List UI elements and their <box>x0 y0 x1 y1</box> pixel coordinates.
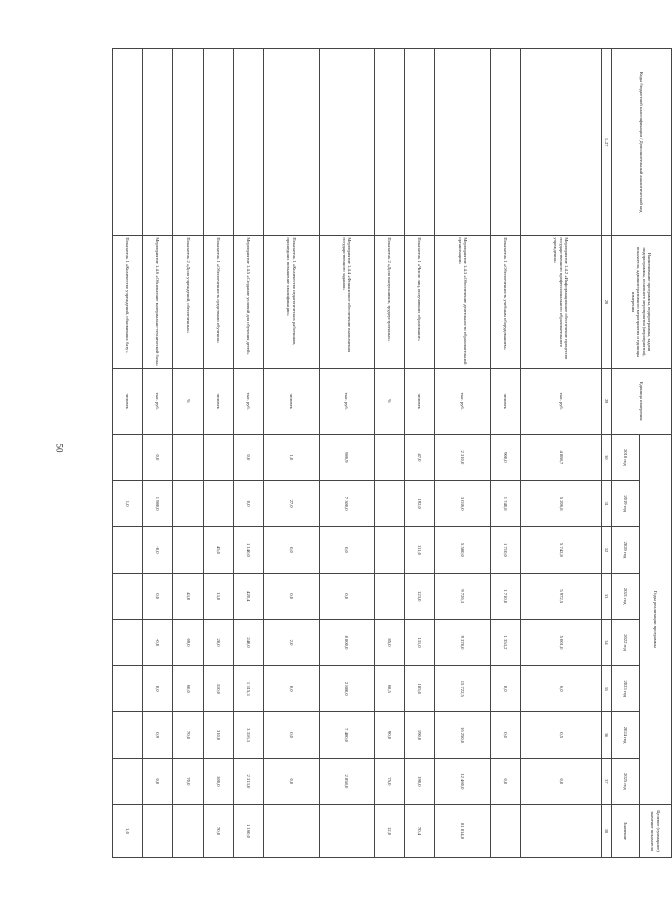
row-value <box>375 573 405 619</box>
code-cells <box>405 49 435 236</box>
row-value: 1 980,0 <box>143 481 173 527</box>
row-description: Мероприятие 1.4.2 «Информационное обеспечение процессов государственного профессионального образовательного учреждения» <box>521 236 602 368</box>
column-number: 37 <box>602 758 612 804</box>
row-value: 0,0 <box>143 758 173 804</box>
row-unit: % <box>375 368 405 434</box>
row-value: -0,0 <box>143 527 173 573</box>
row-value: 9 726,3 <box>435 573 491 619</box>
row-unit: человек <box>405 368 435 434</box>
code-cells <box>113 49 143 236</box>
row-value: 131,0 <box>405 619 435 665</box>
row-value: 0,0 <box>264 758 320 804</box>
row-description: Мероприятие 1.4.4 «Финансовое обеспечение выполнения государственного задания» <box>319 236 375 368</box>
row-description: Показатель 1 «Количество учреждений, обновивших базу» <box>113 236 143 368</box>
row-description: Показатель 2 «Доля выпускников, трудоустроенных» <box>375 236 405 368</box>
budget-table <box>112 48 672 858</box>
year-header: 2019 год <box>612 481 640 527</box>
row-description: Показатель 1 «Количество педагогических работников, прошедших повышение квалификации» <box>264 236 320 368</box>
row-value: 2,0 <box>264 619 320 665</box>
row-value: 240,0 <box>233 619 263 665</box>
column-number: 29 <box>602 368 612 434</box>
table-body <box>113 49 602 858</box>
row-value: 2 313,0 <box>233 758 263 804</box>
row-value: 0,9 <box>143 712 173 758</box>
row-value: 986,9 <box>319 434 375 480</box>
year-header: 2023 год <box>612 666 640 712</box>
row-value: 1 710,0 <box>490 527 520 573</box>
column-number: 30 <box>602 434 612 480</box>
row-value <box>173 805 203 858</box>
table-row <box>319 49 375 858</box>
table-row <box>203 49 233 858</box>
code-cells <box>173 49 203 236</box>
column-number: 31 <box>602 481 612 527</box>
row-value: 0,0 <box>264 527 320 573</box>
column-number: 32 <box>602 527 612 573</box>
row-value <box>264 805 320 858</box>
row-value <box>113 434 143 480</box>
row-value: 1,0 <box>264 434 320 480</box>
row-value: 0,0 <box>143 666 173 712</box>
row-value: 0,0 <box>143 573 173 619</box>
description-header: Наименование программы, подпрограммы, задачи подпрограммы, основного мероприятия (мероприятия), показателя, административного мероприятия и единицы измерения <box>612 236 672 368</box>
row-unit: человек <box>113 368 143 434</box>
year-header: 2021 год <box>612 573 640 619</box>
row-value: 192,0 <box>405 481 435 527</box>
row-unit: тыс. руб. <box>143 368 173 434</box>
row-value: 90,0 <box>375 712 405 758</box>
row-value: 43,0 <box>173 573 203 619</box>
row-value: 13,0 <box>203 573 233 619</box>
row-value: 69,0 <box>173 619 203 665</box>
row-value <box>173 434 203 480</box>
row-value: 70,0 <box>203 805 233 858</box>
row-value: 0,0 <box>233 481 263 527</box>
table-row <box>264 49 320 858</box>
row-value: 85,0 <box>375 619 405 665</box>
row-value: 15 722,5 <box>435 666 491 712</box>
budget-table-rotated <box>112 48 672 858</box>
code-cells <box>375 49 405 236</box>
row-value: 0,0 <box>490 666 520 712</box>
row-value: 60,0 <box>173 666 203 712</box>
row-value: 0,0 <box>490 758 520 804</box>
table-row <box>405 49 435 858</box>
row-value <box>173 527 203 573</box>
table-row <box>435 49 491 858</box>
target-indicator-header: Целевое (суммарное) значение показателя <box>640 805 672 858</box>
column-number: 34 <box>602 619 612 665</box>
table-row <box>490 49 520 858</box>
table-row <box>113 49 143 858</box>
value-header: Значение <box>612 805 640 858</box>
row-value: 7 300,0 <box>319 481 375 527</box>
row-value: 420,4 <box>233 573 263 619</box>
code-cells <box>203 49 233 236</box>
code-cells <box>521 49 602 236</box>
row-value <box>375 434 405 480</box>
year-header: 2018 год <box>612 434 640 480</box>
table-row <box>233 49 263 858</box>
unit-header: Единица измерения <box>612 368 672 434</box>
row-value: 0,0 <box>319 527 375 573</box>
row-value: 1,0 <box>113 481 143 527</box>
row-value <box>203 434 233 480</box>
year-header: 2024 год <box>612 712 640 758</box>
row-unit: тыс. руб. <box>233 368 263 434</box>
row-value: 900,0 <box>490 434 520 480</box>
program-years-header: Годы реализации программы <box>640 434 672 804</box>
row-unit: тыс. руб. <box>521 368 602 434</box>
row-description: Показатель 1 «Обеспеченность учебным оборудованием» <box>490 236 520 368</box>
column-number: 1–27 <box>602 49 612 236</box>
row-value <box>113 527 143 573</box>
row-value: 3 036,0 <box>435 481 491 527</box>
row-value: 111,0 <box>405 527 435 573</box>
row-unit: тыс. руб. <box>319 368 375 434</box>
row-description: Показатель 2 «Доля учреждений, обеспеченных» <box>173 236 203 368</box>
row-unit: человек <box>264 368 320 434</box>
row-description: Мероприятие 1.4.3 «Обеспечение деятельности образовательной организации» <box>435 236 491 368</box>
row-value: 27,0 <box>264 481 320 527</box>
page-number: 50 <box>54 443 65 453</box>
row-value: 47,0 <box>405 434 435 480</box>
row-value <box>113 758 143 804</box>
row-value: 0,0 <box>264 712 320 758</box>
row-value: 0,0 <box>233 434 263 480</box>
table-row <box>521 49 602 858</box>
row-value: 2 858,0 <box>319 758 375 804</box>
code-cells <box>490 49 520 236</box>
row-value <box>113 619 143 665</box>
row-value: 16 250,0 <box>435 712 491 758</box>
row-value: 0,0 <box>521 758 602 804</box>
table-row <box>143 49 173 858</box>
row-value <box>143 805 173 858</box>
row-value: 5 972,5 <box>521 573 602 619</box>
row-value: 5 580,0 <box>435 527 491 573</box>
row-value: -0,0 <box>143 619 173 665</box>
column-number: 35 <box>602 666 612 712</box>
table-row <box>375 49 405 858</box>
row-value: 7 400,0 <box>319 712 375 758</box>
row-value <box>203 481 233 527</box>
row-value: 123,0 <box>405 573 435 619</box>
row-value <box>113 666 143 712</box>
row-value: 1 353,2 <box>490 619 520 665</box>
row-value <box>113 712 143 758</box>
code-group-header: Коды бюджетной классификации / Дополнительный аналитический код <box>612 49 672 236</box>
row-value <box>375 527 405 573</box>
row-value: 1 315,3 <box>233 666 263 712</box>
year-header: 2022 год <box>612 619 640 665</box>
row-unit: тыс. руб. <box>435 368 491 434</box>
row-value <box>173 481 203 527</box>
row-value: 75,0 <box>375 758 405 804</box>
row-value: 0,0 <box>490 712 520 758</box>
row-value: 0,0 <box>143 434 173 480</box>
row-value: 4 888,7 <box>521 434 602 480</box>
row-value: 12,0 <box>375 805 405 858</box>
row-value: 5 206,8 <box>521 481 602 527</box>
row-unit: % <box>173 368 203 434</box>
table-row <box>173 49 203 858</box>
row-description: Показатель 1 «Число лиц, получивших образование» <box>405 236 435 368</box>
row-description: Показатель 1 «Обеспеченность средствами обучения» <box>203 236 233 368</box>
row-value: 190,0 <box>405 758 435 804</box>
row-value: 190,0 <box>405 712 435 758</box>
row-value: 12 460,0 <box>435 758 491 804</box>
row-unit: человек <box>490 368 520 434</box>
code-cells <box>319 49 375 236</box>
row-value: 70,4 <box>405 805 435 858</box>
row-value: 3 316,3 <box>233 712 263 758</box>
row-value: 1 160,0 <box>233 805 263 858</box>
row-value: 28,0 <box>203 619 233 665</box>
row-value: 300,0 <box>203 758 233 804</box>
row-value <box>521 805 602 858</box>
row-value <box>490 805 520 858</box>
row-value: 1 710,0 <box>490 573 520 619</box>
row-value <box>375 481 405 527</box>
row-value: 6,0 <box>521 666 602 712</box>
row-value: 2 310,0 <box>435 434 491 480</box>
row-value: 9 378,0 <box>435 619 491 665</box>
row-value: 185,0 <box>405 666 435 712</box>
row-value: 81 814,8 <box>435 805 491 858</box>
row-unit: человек <box>203 368 233 434</box>
row-value: 1 140,0 <box>233 527 263 573</box>
code-cells <box>233 49 263 236</box>
row-value: 0,0 <box>264 573 320 619</box>
row-value: 5 001,0 <box>521 619 602 665</box>
code-cells <box>264 49 320 236</box>
row-value <box>113 573 143 619</box>
column-number: 28 <box>602 236 612 368</box>
column-number: 36 <box>602 712 612 758</box>
row-value: 68,5 <box>375 666 405 712</box>
code-cells <box>435 49 491 236</box>
row-value: 310,0 <box>203 712 233 758</box>
row-value: 70,0 <box>173 712 203 758</box>
row-value: 310,0 <box>203 666 233 712</box>
column-number: 33 <box>602 573 612 619</box>
code-cells <box>143 49 173 236</box>
row-value <box>319 805 375 858</box>
row-value: 70,0 <box>173 758 203 804</box>
row-value: 0,0 <box>264 666 320 712</box>
row-value: 1 740,8 <box>490 481 520 527</box>
row-value: 45,0 <box>203 527 233 573</box>
row-value: 1,0 <box>113 805 143 858</box>
year-header: 2025 год <box>612 758 640 804</box>
row-value: 2 880,0 <box>319 666 375 712</box>
row-description: Мероприятие 1.4.6 «Обновление материально-технической базы» <box>143 236 173 368</box>
row-value: 5 742,8 <box>521 527 602 573</box>
column-number: 38 <box>602 805 612 858</box>
row-value: 0,5 <box>521 712 602 758</box>
row-description: Мероприятие 1.4.5 «Создание условий для обучения детей» <box>233 236 263 368</box>
row-value: 8 800,0 <box>319 619 375 665</box>
row-value: 0,0 <box>319 573 375 619</box>
year-header: 2020 год <box>612 527 640 573</box>
